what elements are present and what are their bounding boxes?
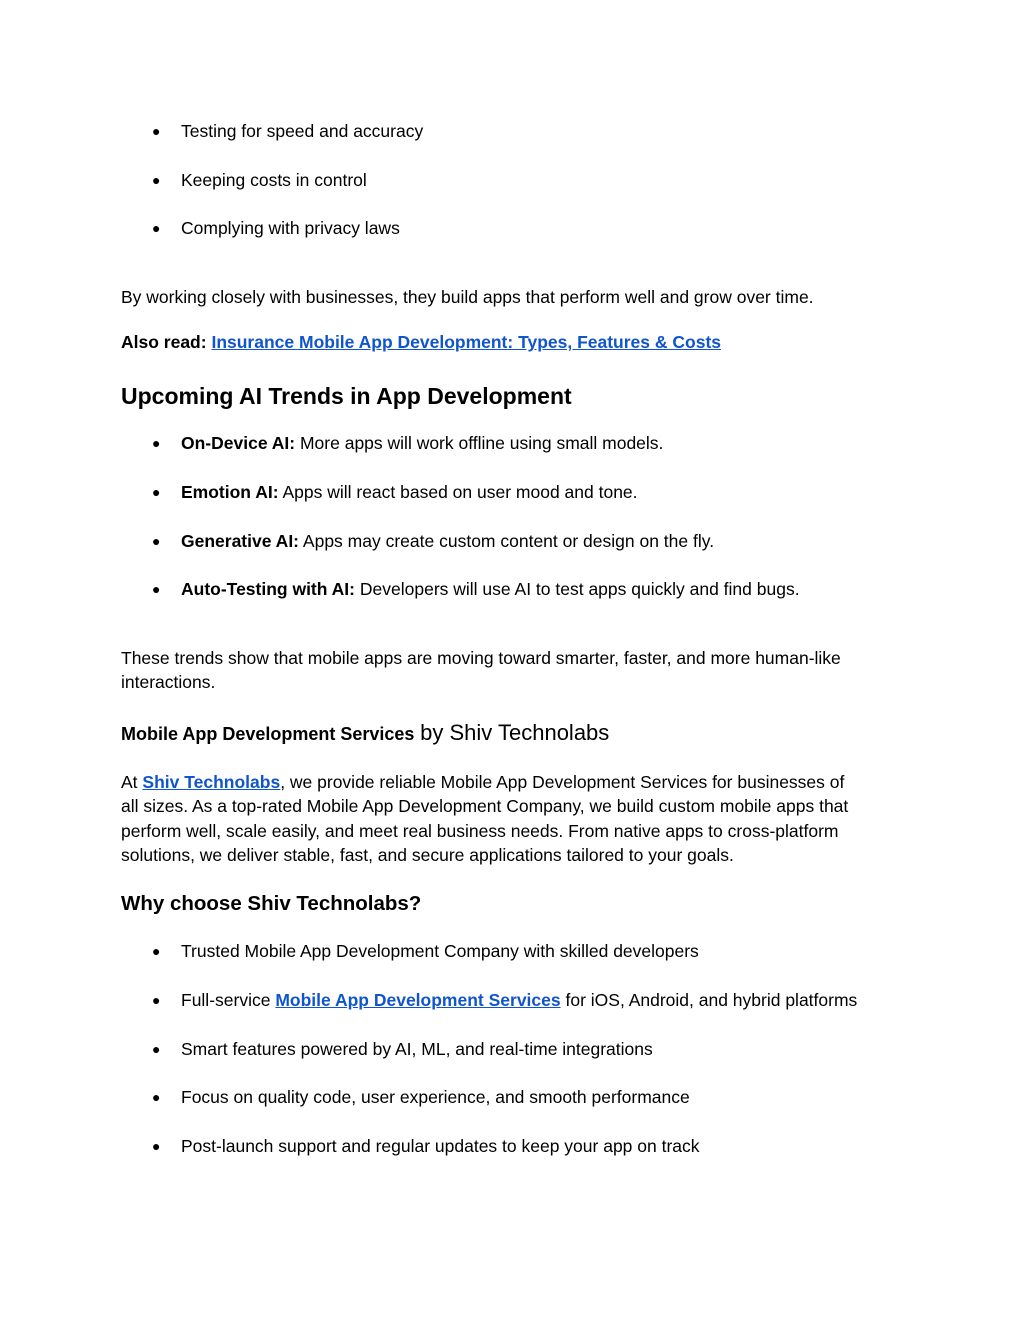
trend-term: Auto-Testing with AI: [181,579,355,599]
bullet-icon: ● [152,992,161,1008]
trend-term: Emotion AI: [181,482,279,502]
list-item-text: Smart features powered by AI, ML, and real-time integrations [181,1039,653,1059]
bullet-icon: ● [152,533,161,549]
list-item-text: Trusted Mobile App Development Company with skilled developers [181,941,699,961]
paragraph-line: These trends show that mobile apps are moving toward smarter, faster, and more human-like [121,648,841,668]
trend-text: Apps will react based on user mood and tone. [282,482,638,502]
section-heading: Upcoming AI Trends in App Development [121,383,572,409]
paragraph-line: all sizes. As a top-rated Mobile App Development Company, we build custom mobile apps that [121,796,849,817]
bullet-icon: ● [152,220,161,236]
bullet-icon: ● [152,581,161,597]
bullet-icon: ● [152,1041,161,1057]
bullet-icon: ● [152,1089,161,1105]
list-item-text: Focus on quality code, user experience, and smooth performance [181,1087,690,1107]
company-link[interactable]: Shiv Technolabs [142,772,281,792]
section-heading: Why choose Shiv Technolabs? [121,892,422,915]
section-heading [121,719,609,748]
trend-text: Developers will use AI to test apps quickly and find bugs. [359,579,800,599]
at-text: At [121,772,138,792]
list-item-text: Testing for speed and accuracy [181,121,424,141]
also-read-label: Also read: [121,332,207,352]
trend-text: More apps will work offline using small models. [299,433,664,453]
paragraph-line [121,770,911,794]
paragraph [121,646,911,695]
bullet-icon: ● [152,484,161,500]
list-item-text: Complying with privacy laws [181,218,400,238]
list-item-text: Full-service [181,990,271,1010]
paragraph-text: , we provide reliable Mobile App Development Services for businesses of [280,772,845,792]
bullet-icon: ● [152,435,161,451]
list-item-text: for iOS, Android, and hybrid platforms [565,990,858,1010]
services-paragraph [121,770,911,867]
list-item-text: Post-launch support and regular updates to keep your app on track [181,1136,700,1156]
trend-term: Generative AI: [181,531,300,551]
also-read-link[interactable]: Insurance Mobile App Development: Types, Features & Costs [211,332,722,352]
bullet-icon: ● [152,1138,161,1154]
paragraph-line: perform well, scale easily, and meet real business needs. From native apps to cross-platform [121,820,839,841]
bullet-icon: ● [152,943,161,959]
paragraph: By working closely with businesses, they build apps that perform well and grow over time. [121,287,814,307]
services-heading-part2: by Shiv Technolabs [420,720,610,745]
trend-text: Apps may create custom content or design on the fly. [302,531,715,551]
trend-term: On-Device AI: [181,433,296,453]
paragraph-line: solutions, we deliver stable, fast, and secure applications tailored to your goals. [121,844,734,865]
bullet-icon: ● [152,172,161,188]
list-item-text: Keeping costs in control [181,170,367,190]
services-link[interactable]: Mobile App Development Services [275,990,561,1010]
services-heading-part1: Mobile App Development Services [121,724,415,744]
paragraph-line: interactions. [121,672,216,693]
also-read-line [121,330,911,354]
bullet-icon: ● [152,123,161,139]
